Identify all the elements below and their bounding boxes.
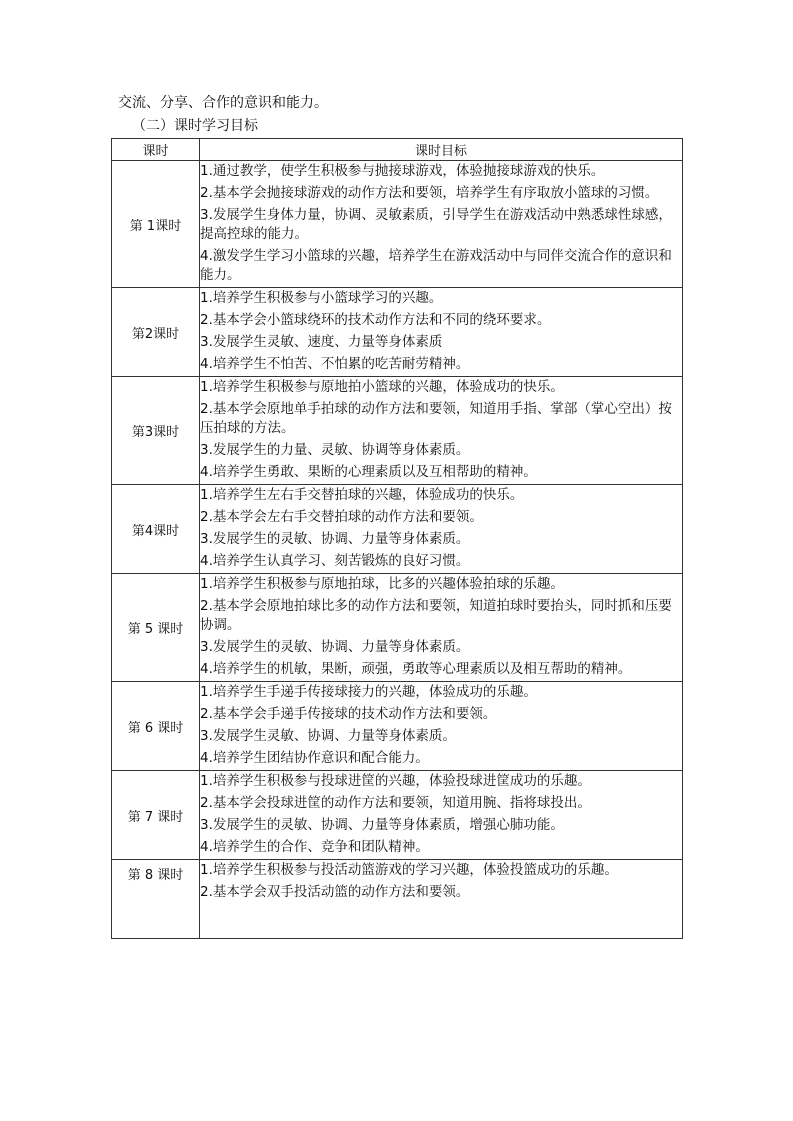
goals-cell [200,161,683,288]
goal-item: 1.培养学生手递手传接球接力的兴趣，体验成功的乐趣。 [200,684,537,700]
lesson-cell: 第 6 课时 [112,682,200,771]
goal-item: 1.培养学生积极参与原地拍小篮球的兴趣，体验成功的快乐。 [200,379,564,395]
table-row [112,574,683,682]
header-lesson: 课时 [112,139,200,161]
goal-item: 1.培养学生左右手交替拍球的兴趣，体验成功的快乐。 [200,487,524,503]
goal-item: 4.培养学生团结协作意识和配合能力。 [200,750,429,766]
goals-cell [200,485,683,574]
header-goals: 课时目标 [200,139,683,161]
goals-cell [200,574,683,682]
goal-item: 3.发展学生灵敏、速度、力量等身体素质 [200,334,443,350]
lesson-cell: 第3课时 [112,377,200,485]
goal-item: 4.培养学生的机敏，果断，顽强，勇敢等心理素质以及相互帮助的精神。 [200,661,632,677]
goal-item: 2.基本学会原地拍球比多的动作方法和要领，知道拍球时要抬头，同时抓和压要协调。 [200,598,672,633]
goal-item: 2.基本学会手递手传接球的技术动作方法和要领。 [200,706,497,722]
table-row [112,485,683,574]
goals-cell [200,288,683,377]
lesson-cell: 第 1课时 [112,161,200,288]
goal-item: 3.发展学生的灵敏、协调、力量等身体素质。 [200,639,470,655]
goal-item: 3.发展学生的力量、灵敏、协调等身体素质。 [200,442,470,458]
goal-item: 2.基本学会小篮球绕环的技术动作方法和不同的绕环要求。 [200,312,551,328]
table-row [112,288,683,377]
section-heading: （二）课时学习目标 [132,118,258,134]
table-row [112,860,683,939]
goal-item: 1.培养学生积极参与投活动篮游戏的学习兴趣，体验投篮成功的乐趣。 [200,862,618,878]
intro-line: 交流、分享、合作的意识和能力。 [118,95,328,111]
table-row [112,161,683,288]
table-row [112,771,683,860]
goal-item: 4.培养学生不怕苦、不怕累的吃苦耐劳精神。 [200,356,470,372]
lesson-goals-table [111,138,683,939]
goal-item: 4.激发学生学习小篮球的兴趣，培养学生在游戏活动中与同伴交流合作的意识和能力。 [200,248,672,283]
table-header-row [112,139,683,161]
table-row [112,377,683,485]
lesson-cell: 第 8 课时 [112,860,200,939]
goal-item: 2.基本学会投球进筐的动作方法和要领，知道用腕、指将球投出。 [200,795,591,811]
lesson-cell: 第 7 课时 [112,771,200,860]
lesson-cell: 第2课时 [112,288,200,377]
table-row [112,682,683,771]
goal-item: 1.通过教学，使学生积极参与抛接球游戏，体验抛接球游戏的快乐。 [200,163,605,179]
goal-item: 3.发展学生身体力量，协调、灵敏素质，引导学生在游戏活动中熟悉球性球感，提高控球的能力。 [200,207,672,242]
lesson-cell: 第4课时 [112,485,200,574]
goals-cell [200,771,683,860]
goals-cell [200,682,683,771]
goal-item: 4.培养学生认真学习、刻苦锻炼的良好习惯。 [200,553,470,569]
goal-item: 3.发展学生的灵敏、协调、力量等身体素质，增强心肺功能。 [200,817,564,833]
goals-cell [200,377,683,485]
goal-item: 3.发展学生灵敏、协调、力量等身体素质。 [200,728,456,744]
goal-item: 1.培养学生积极参与小篮球学习的兴趣。 [200,290,443,306]
goal-item: 2.基本学会抛接球游戏的动作方法和要领，培养学生有序取放小篮球的习惯。 [200,185,659,201]
lesson-cell: 第 5 课时 [112,574,200,682]
goal-item: 4.培养学生勇敢、果断的心理素质以及互相帮助的精神。 [200,464,537,480]
goal-item: 2.基本学会左右手交替拍球的动作方法和要领。 [200,509,483,525]
goal-item: 3.发展学生的灵敏、协调、力量等身体素质。 [200,531,470,547]
goal-item: 1.培养学生积极参与原地拍球，比多的兴趣体验拍球的乐趣。 [200,576,564,592]
goal-item: 1.培养学生积极参与投球进筐的兴趣，体验投球进筐成功的乐趣。 [200,773,591,789]
goal-item: 2.基本学会原地单手拍球的动作方法和要领，知道用手指、掌部（掌心空出）按压拍球的方法。 [200,401,672,436]
goal-item: 2.基本学会双手投活动篮的动作方法和要领。 [200,884,470,900]
goals-cell [200,860,683,939]
goal-item: 4.培养学生的合作、竞争和团队精神。 [200,839,429,855]
